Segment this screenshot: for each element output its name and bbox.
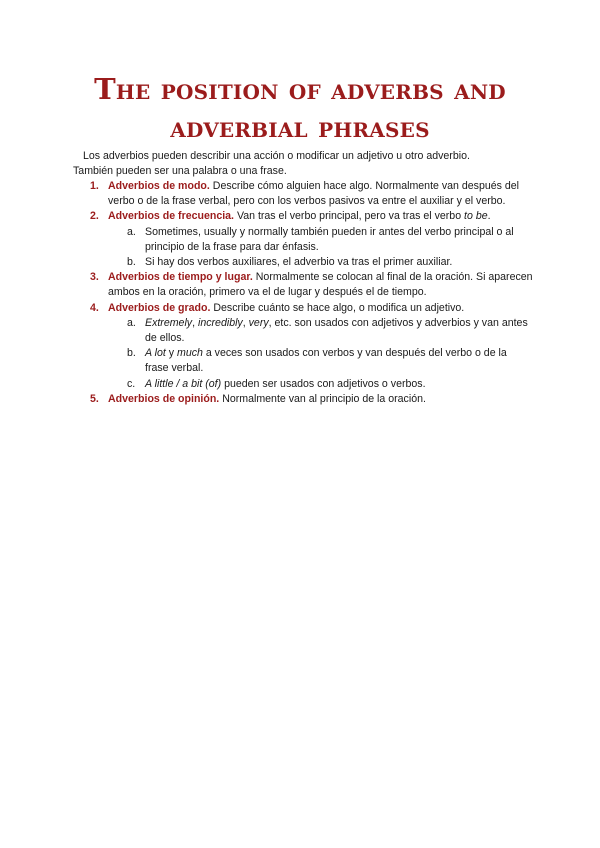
item-heading: Adverbios de grado. — [108, 301, 211, 314]
italic-term: Extremely — [145, 316, 193, 329]
item-number: 3. — [90, 271, 99, 284]
sub-item — [108, 346, 533, 376]
list-item-frecuencia — [73, 209, 533, 270]
sub-item-text: Si hay dos verbos auxiliares, el adverbio va tras el primer auxiliar. — [145, 256, 453, 269]
sub-item — [108, 255, 533, 270]
sub-item-letter: a. — [127, 316, 136, 329]
item-number: 1. — [90, 180, 99, 192]
separator: , — [242, 316, 249, 329]
intro-line-1: Los adverbios pueden describir una acción o modificar un adjetivo u otro adverbio. — [83, 150, 470, 162]
separator: , — [192, 316, 198, 329]
list-item-opinion — [73, 392, 533, 407]
item-text: Van tras el verbo principal, pero va tras el verbo — [234, 210, 465, 223]
sub-item-letter: b. — [127, 256, 136, 269]
title-line-2: adverbial phrases — [170, 110, 430, 144]
frecuencia-sublist — [108, 225, 533, 271]
separator: y — [165, 347, 177, 360]
sub-item-letter: b. — [127, 347, 136, 360]
item-number: 4. — [90, 301, 99, 314]
sub-item-text: a veces son usados con verbos y van después del verbo o de la frase verbal. — [145, 347, 507, 375]
title-line-1: The position of adverbs and — [94, 72, 506, 106]
sub-item-text: pueden ser usados con adjetivos o verbos. — [221, 377, 426, 390]
sub-item-letter: a. — [127, 225, 136, 238]
italic-term: much — [177, 347, 203, 360]
item-text: Normalmente se colocan al final de la oración. Si aparecen ambos en la oración, primero va el de lugar y después el de tiempo. — [108, 271, 533, 299]
italic-term: A little / a bit (of) — [145, 377, 222, 390]
sub-item-text: Sometimes, usually y normally también pueden ir antes del verbo principal o al principio de la frase para dar énfasis. — [145, 225, 514, 253]
adverb-types-list — [73, 179, 533, 407]
list-item-grado — [73, 301, 533, 392]
item-number: 2. — [90, 210, 99, 223]
item-heading: Adverbios de tiempo y lugar. — [108, 271, 253, 284]
sub-item — [108, 377, 533, 392]
item-heading: Adverbios de opinión. — [108, 392, 220, 405]
intro-paragraph — [73, 149, 533, 179]
item-text-italic: to be — [464, 210, 488, 223]
grado-sublist — [108, 316, 533, 392]
item-number: 5. — [90, 392, 99, 405]
italic-term: A lot — [145, 347, 166, 360]
sub-item — [108, 225, 533, 255]
item-text: Describe cómo alguien hace algo. Normalmente van después del verbo o de la frase verbal, pero con los verbos pasivos va entre el auxiliar y el verbo. — [108, 180, 520, 208]
item-text-end: . — [487, 210, 491, 223]
list-item-modo — [73, 179, 533, 209]
italic-term: very — [248, 316, 269, 329]
list-item-tiempo-lugar — [73, 270, 533, 300]
page-title — [60, 70, 540, 146]
item-text: Normalmente van al principio de la oración. — [219, 392, 426, 405]
sub-item-text: , etc. son usados con adjetivos y adverbios y van antes de ellos. — [145, 316, 528, 345]
item-heading: Adverbios de modo. — [108, 180, 210, 192]
item-text: Describe cuánto se hace algo, o modifica un adjetivo. — [210, 301, 465, 314]
sub-item-letter: c. — [127, 377, 136, 390]
italic-term: incredibly — [197, 316, 243, 329]
item-heading: Adverbios de frecuencia. — [108, 210, 234, 223]
sub-item — [108, 316, 533, 346]
intro-line-2: También pueden ser una palabra o una frase. — [73, 165, 287, 178]
